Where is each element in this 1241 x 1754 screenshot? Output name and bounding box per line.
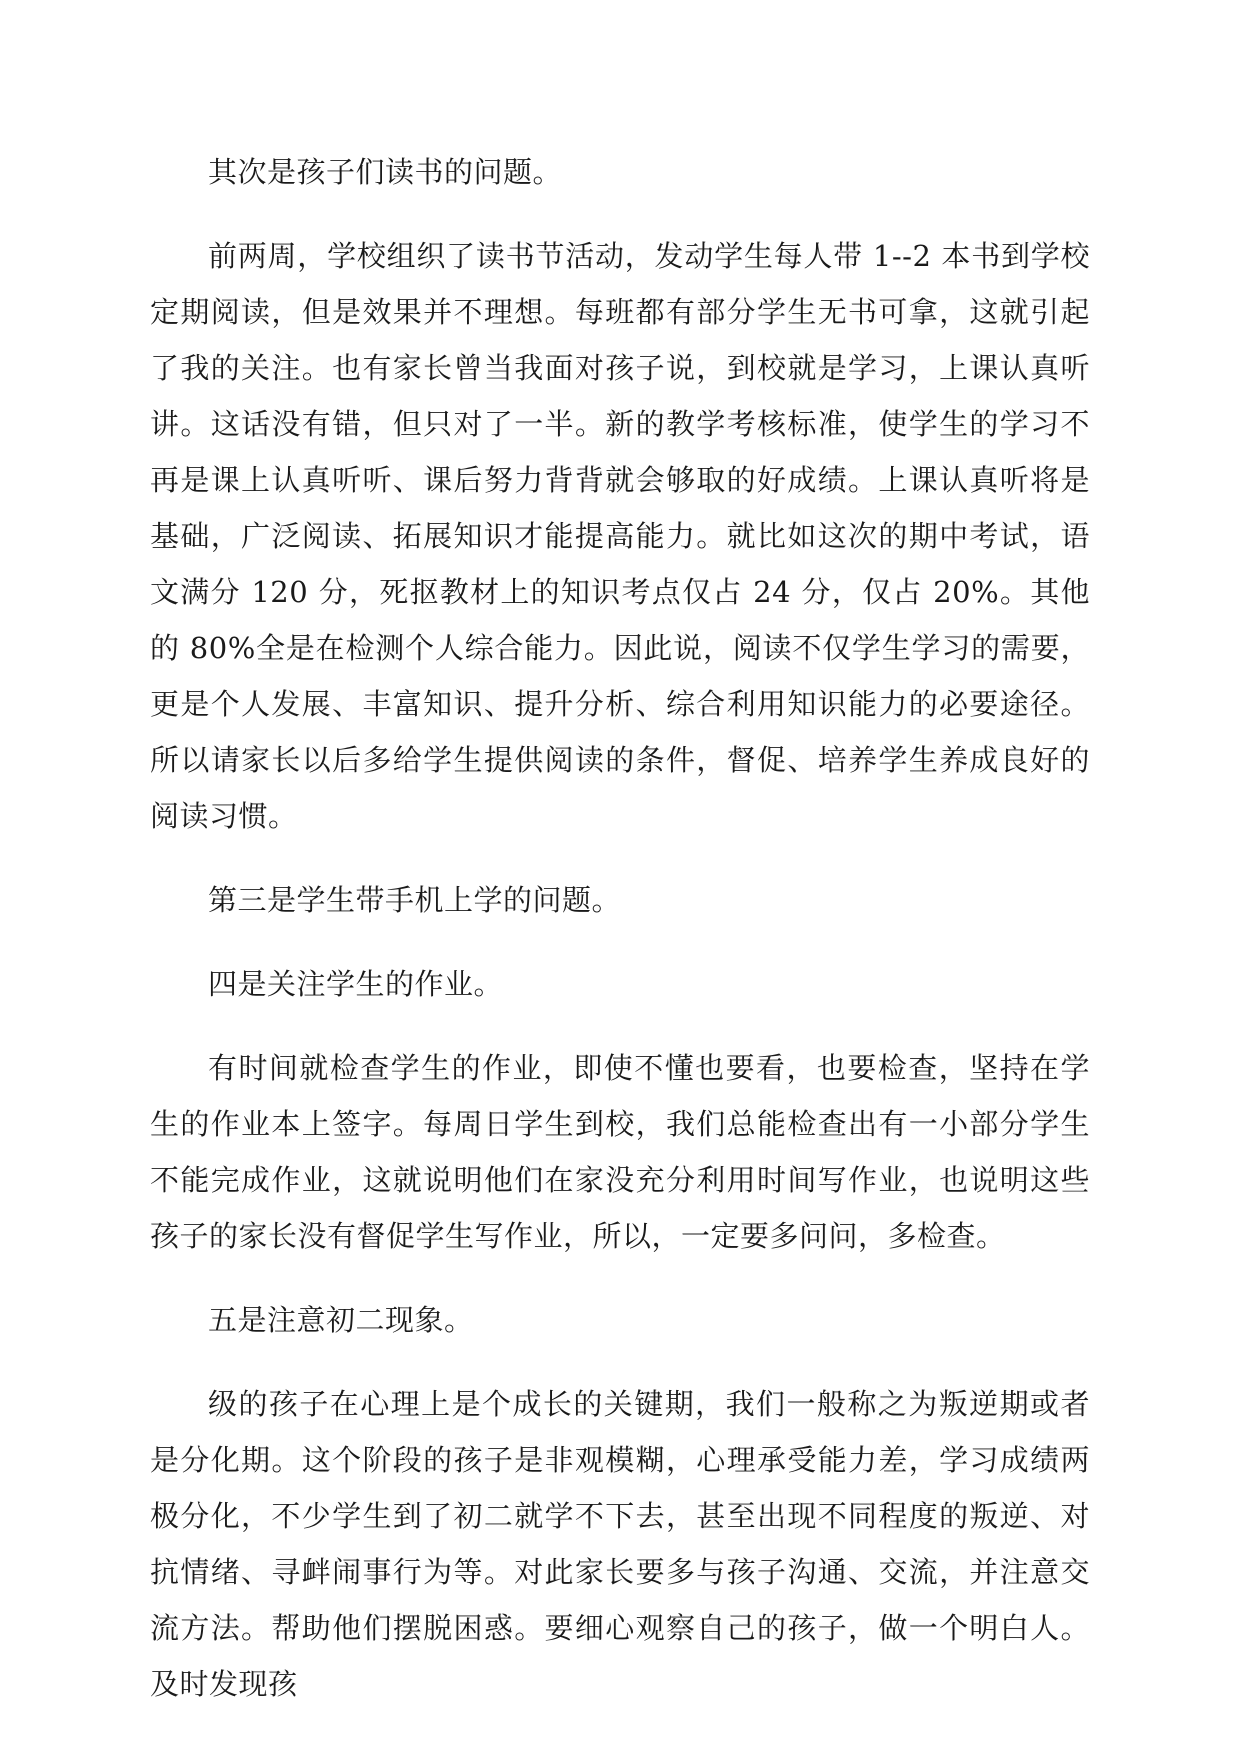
paragraph-grade-two: 级的孩子在心理上是个成长的关键期，我们一般称之为叛逆期或者是分化期。这个阶段的孩子是非观模糊，心理承受能力差，学习成绩两极分化，不少学生到了初二就学不下去，甚至出现不同程度的叛逆、对抗情绪、寻衅闹事行为等。对此家长要多与孩子沟通、交流，并注意交流方法。帮助他们摆脱困惑。要细心观察自己的孩子，做一个明白人。及时发现孩 bbox=[150, 1387, 1090, 1701]
section-heading-homework: 四是关注学生的作业。 bbox=[208, 967, 504, 1001]
section-heading-phones: 第三是学生带手机上学的问题。 bbox=[208, 883, 622, 917]
document-page bbox=[150, 144, 1090, 1740]
section-heading-grade-two: 五是注意初二现象。 bbox=[208, 1303, 474, 1337]
paragraph-reading-activity: 前两周，学校组织了读书节活动，发动学生每人带 1--2 本书到学校定期阅读，但是效果并不理想。每班都有部分学生无书可拿，这就引起了我的关注。也有家长曾当我面对孩子说，到校就是学习，上课认真听讲。这话没有错，但只对了一半。新的教学考核标准，使学生的学习不再是课上认真听听、课后努力背背就会够取的好成绩。上课认真听将是基础，广泛阅读、拓展知识才能提高能力。就比如这次的期中考试，语文满分 120 分，死抠教材上的知识考点仅占 24 分，仅占 20%。其他的 80%全是在检测个人综合能力。因此说，阅读不仅学生学习的需要，更是个人发展、丰富知识、提升分析、综合利用知识能力的必要途径。所以请家长以后多给学生提供阅读的条件，督促、培养学生养成良好的阅读习惯。 bbox=[150, 239, 1090, 833]
paragraph-homework: 有时间就检查学生的作业，即使不懂也要看，也要检查，坚持在学生的作业本上签字。每周日学生到校，我们总能检查出有一小部分学生不能完成作业，这就说明他们在家没充分利用时间写作业，也说明这些孩子的家长没有督促学生写作业，所以，一定要多问问，多检查。 bbox=[150, 1051, 1090, 1253]
section-heading-reading: 其次是孩子们读书的问题。 bbox=[208, 155, 563, 189]
